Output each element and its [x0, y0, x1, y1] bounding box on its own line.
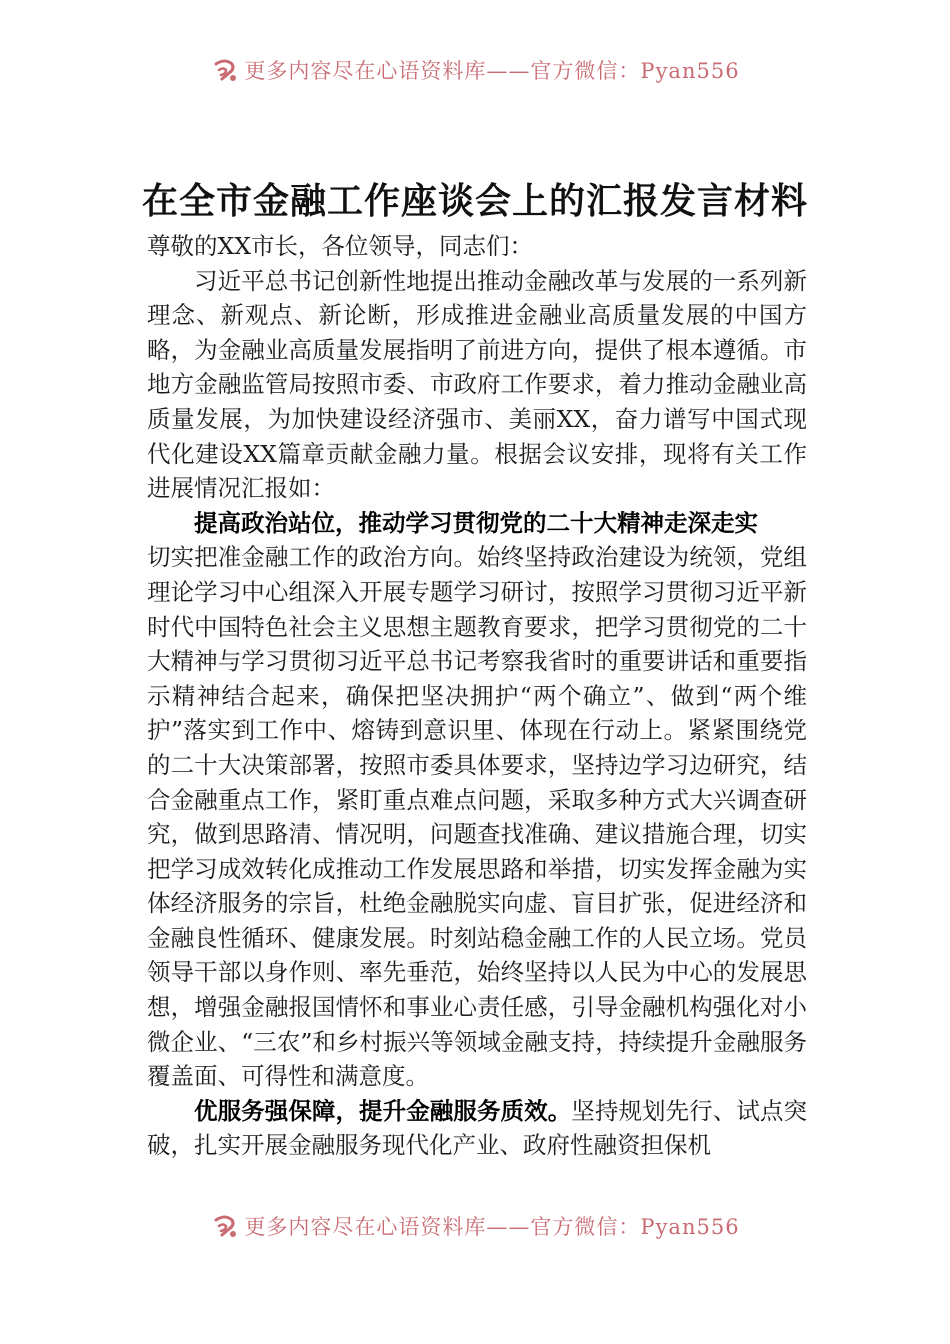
salutation: 尊敬的XX市长，各位领导，同志们： [147, 232, 533, 260]
watermark-logo-icon [210, 1211, 240, 1241]
watermark-text: 更多内容尽在心语资料库——官方微信：Pyan556 [244, 1215, 740, 1239]
section-2-heading: 优服务强保障，提升金融服务质效。 [194, 1096, 572, 1125]
document-body [147, 229, 807, 1163]
section-1-heading: 提高政治站位，推动学习贯彻党的二十大精神走深走实 [194, 508, 758, 537]
section-2-text: 坚持规划先行、试点突破，扎实开展金融服务现代化产业、政府性融资担保机 [147, 1096, 808, 1160]
watermark-header [0, 50, 950, 90]
watermark-footer [0, 1206, 950, 1246]
intro-paragraph: 习近平总书记创新性地提出推动金融改革与发展的一系列新理念、新观点、新论断，形成推进金融业高质量发展的中国方略，为金融业高质量发展指明了前进方向，提供了根本遵循。市地方金融监管局按照市委、市政府工作要求，着力推动金融业高质量发展，为加快建设经济强市、美丽XX，奋力谱写中国式现代化建设XX篇章贡献金融力量。根据会议安排，现将有关工作进展情况汇报如： [147, 266, 807, 503]
section-1-paragraph: 切实把准金融工作的政治方向。始终坚持政治建设为统领，党组理论学习中心组深入开展专题学习研讨，按照学习贯彻习近平新时代中国特色社会主义思想主题教育要求，把学习贯彻党的二十大精神与学习贯彻习近平总书记考察我省时的重要讲话和重要指示精神结合起来，确保把坚决拥护“两个确立”、做到“两个维护”落实到工作中、熔铸到意识里、体现在行动上。紧紧围绕党的二十大决策部署，按照市委具体要求，坚持边学习边研究，结合金融重点工作，紧盯重点难点问题，采取多种方式大兴调查研究，做到思路清、情况明，问题查找准确、建议措施合理，切实把学习成效转化成推动工作发展思路和举措，切实发挥金融为实体经济服务的宗旨，杜绝金融脱实向虚、盲目扩张，促进经济和金融良性循环、健康发展。时刻站稳金融工作的人民立场。党员领导干部以身作则、率先垂范，始终坚持以人民为中心的发展思想，增强金融报国情怀和事业心责任感，引导金融机构强化对小微企业、“三农”和乡村振兴等领域金融支持，持续提升金融服务覆盖面、可得性和满意度。 [147, 543, 807, 1091]
watermark-logo-icon [210, 55, 240, 85]
section-2-paragraph [147, 1094, 807, 1163]
document-title: 在全市金融工作座谈会上的汇报发言材料 [141, 180, 808, 222]
watermark-text: 更多内容尽在心语资料库——官方微信：Pyan556 [244, 59, 740, 83]
